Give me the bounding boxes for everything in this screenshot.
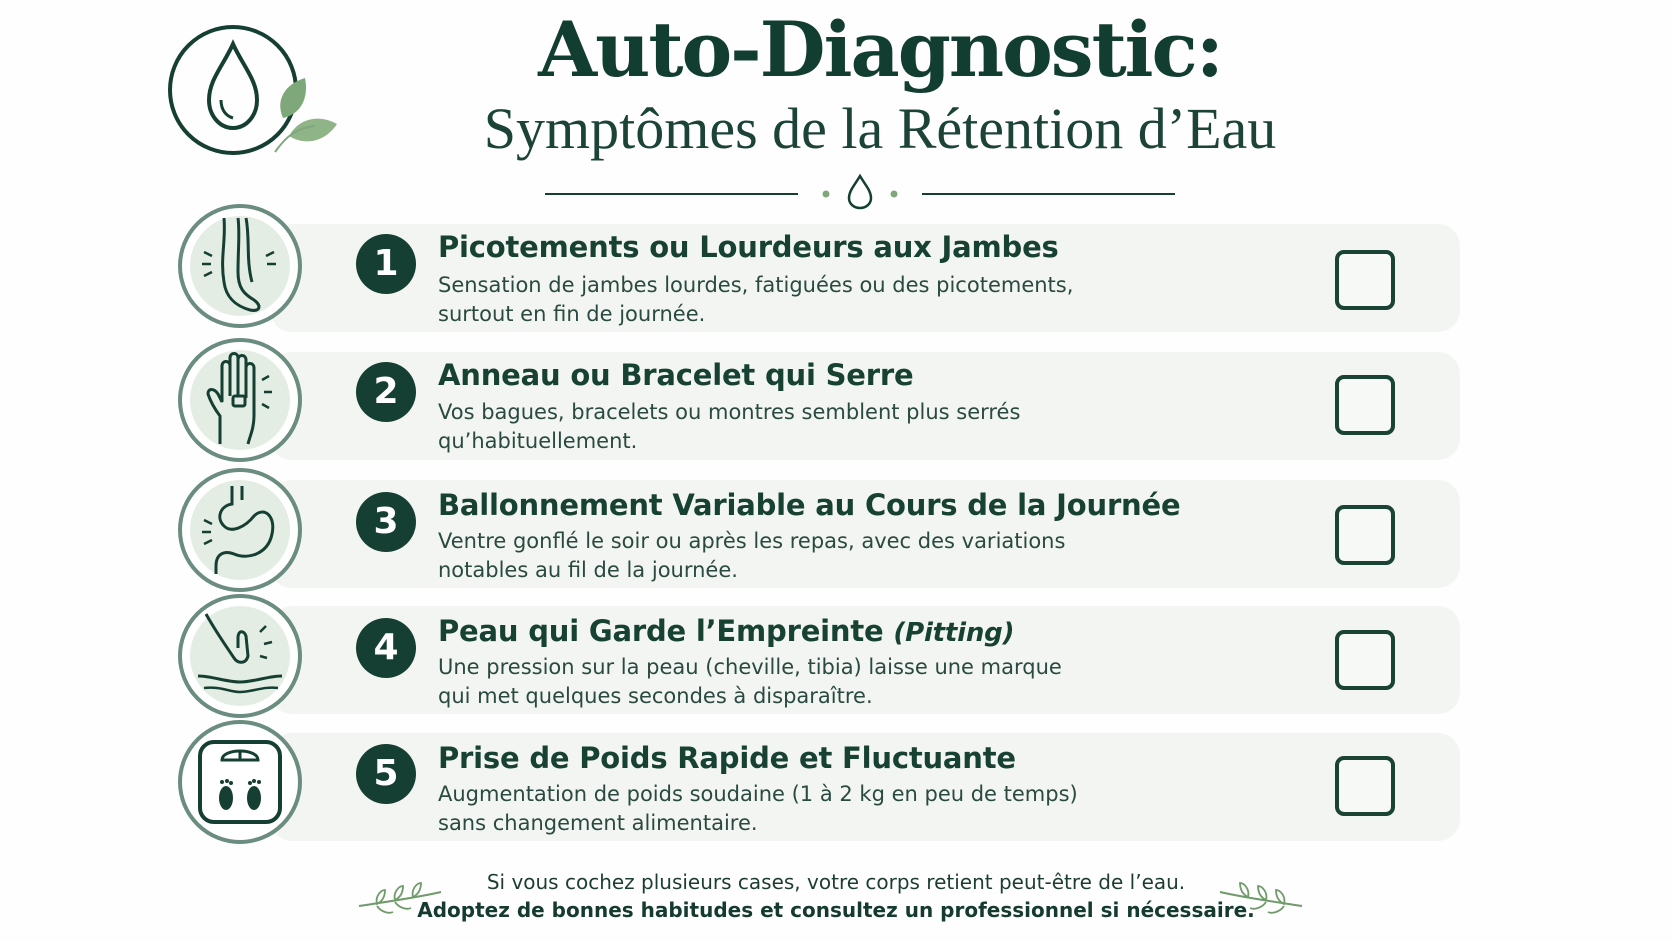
symptom-description: Sensation de jambes lourdes, fatiguées ou des picotements, surtout en fin de journée. (438, 273, 1074, 326)
scale-icon (176, 718, 304, 846)
finger-press-icon (176, 592, 304, 720)
symptom-title: Ballonnement Variable au Cours de la Journée (438, 488, 1181, 522)
symptom-title: Prise de Poids Rapide et Fluctuante (438, 741, 1016, 775)
page-subtitle: Symptômes de la Rétention d’Eau (483, 96, 1277, 161)
stomach-icon (176, 466, 304, 594)
water-drop-leaf-logo (165, 18, 355, 168)
symptom-checkbox-4[interactable] (1335, 630, 1395, 690)
symptom-number: 2 (356, 362, 416, 422)
footer-note: Si vous cochez plusieurs cases, votre corps retient peut-être de l’eau. (486, 870, 1186, 894)
sprig-right-icon (1216, 878, 1306, 918)
symptom-description: Augmentation de poids soudaine (1 à 2 kg en peu de temps) sans changement alimentaire. (438, 782, 1078, 835)
footer-advice: Adoptez de bonnes habitudes et consultez un professionnel si nécessaire. (417, 898, 1255, 922)
symptom-title-note: (Pitting) (893, 618, 1015, 648)
symptom-number: 5 (356, 744, 416, 804)
symptom-title: Peau qui Garde l’Empreinte (Pitting) (438, 614, 1015, 648)
symptom-description: Vos bagues, bracelets ou montres semblent plus serrés qu’habituellement. (438, 400, 1021, 453)
symptom-number: 3 (356, 492, 416, 552)
drop-icon (849, 176, 871, 208)
symptom-number: 1 (356, 234, 416, 294)
symptom-description: Ventre gonflé le soir ou après les repas, avec des variations notables au fil de la journée. (438, 529, 1066, 582)
symptom-checkbox-5[interactable] (1335, 756, 1395, 816)
symptom-title: Picotements ou Lourdeurs aux Jambes (438, 230, 1059, 264)
symptom-checkbox-1[interactable] (1335, 250, 1395, 310)
symptom-checkbox-2[interactable] (1335, 375, 1395, 435)
hand-ring-icon (176, 336, 304, 464)
symptom-description: Une pression sur la peau (cheville, tibia) laisse une marque qui met quelques secondes à disparaître. (438, 655, 1062, 708)
symptom-title: Anneau ou Bracelet qui Serre (438, 358, 914, 392)
page-title: Auto-Diagnostic: (538, 5, 1222, 94)
title-divider (540, 170, 1180, 210)
symptom-number: 4 (356, 618, 416, 678)
symptom-checkbox-3[interactable] (1335, 505, 1395, 565)
legs-icon (176, 202, 304, 330)
